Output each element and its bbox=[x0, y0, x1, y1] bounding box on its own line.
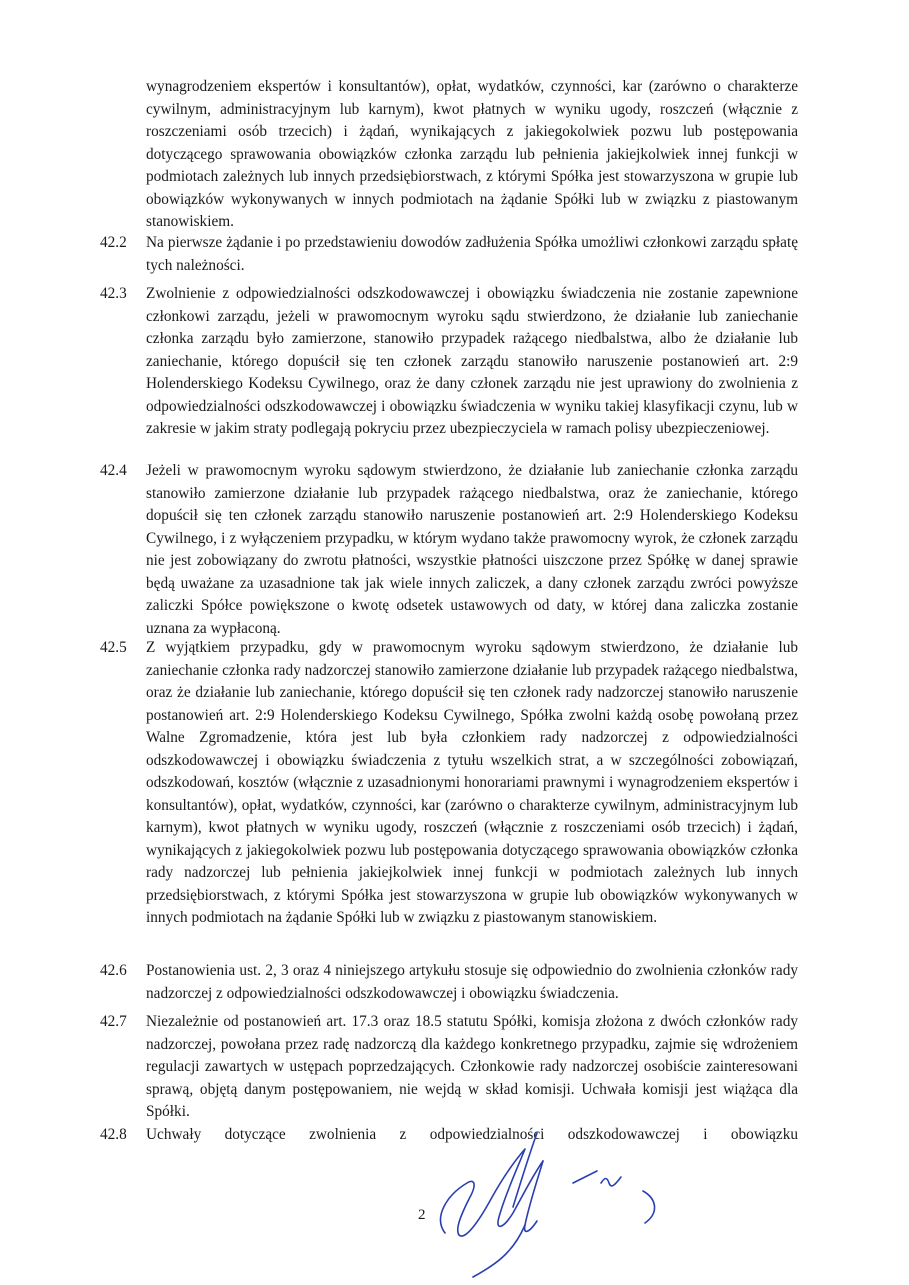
section-number: 42.7 bbox=[100, 1013, 127, 1030]
section-number: 42.5 bbox=[100, 639, 127, 656]
section-number: 42.3 bbox=[100, 285, 127, 302]
section-text: Niezależnie od postanowień art. 17.3 oraz 18.5 statutu Spółki, komisja złożona z dwóch członków rady nadzorczej, powołana przez radę nadzorczą dla każdego konkretnego przypadku, zajmie się wdrożeniem regulacji zawartych w ustępach poprzedzających. Członkowie rady nadzorczej osobiście zainteresowani sprawą, objętą danym postępowaniem, nie wejdą w skład komisji. Uchwała komisji jest wiążąca dla Spółki. bbox=[146, 1013, 798, 1120]
handwritten-signature bbox=[425, 1125, 675, 1280]
section-42-4 bbox=[100, 460, 798, 640]
page-number: 2 bbox=[418, 1207, 426, 1223]
section-text: Uchwały dotyczące zwolnienia z odpowiedzialności odszkodowawczej i obowiązku bbox=[146, 1126, 798, 1143]
section-42-7 bbox=[100, 1011, 798, 1124]
section-number: 42.8 bbox=[100, 1126, 127, 1143]
section-number: 42.4 bbox=[100, 462, 127, 479]
section-text: Jeżeli w prawomocnym wyroku sądowym stwierdzono, że działanie lub zaniechanie członka zarządu stanowiło zamierzone działanie lub przypadek rażącego niedbalstwa, oraz że zaniechanie, którego dopuścił się ten członek zarządu stanowiło naruszenie postanowień art. 2:9 Holenderskiego Kodeksu Cywilnego, i z wyłączeniem przypadku, w którym wydano także prawomocny wyrok, że członek zarządu nie jest zobowiązany do zwrotu płatności, wszystkie płatności uiszczone przez Spółkę w danej sprawie będą uważane za uzasadnione tak jak wiele innych zaliczek, a dany członek zarządu zwróci powyższe zaliczki Spółce powiększone o kwotę odsetek ustawowych od daty, w której dana zaliczka zostanie uznana za wypłaconą. bbox=[146, 462, 798, 637]
section-42-5 bbox=[100, 637, 798, 930]
section-42-2 bbox=[100, 232, 798, 277]
section-42-6 bbox=[100, 960, 798, 1005]
intro-text: wynagrodzeniem ekspertów i konsultantów), opłat, wydatków, czynności, kar (zarówno o charakterze cywilnym, administracyjnym lub karnym), kwot płatnych w wyniku ugody, roszczeń (włącznie z roszczeniami osób trzecich) i żądań, wynikających z jakiegokolwiek pozwu lub postępowania dotyczącego sprawowania obowiązków członka zarządu lub pełnienia jakiejkolwiek innej funkcji w podmiotach zależnych lub innych przedsiębiorstwach, z którymi Spółka jest stowarzyszona w grupie lub obowiązków wykonywanych w innych podmiotach na żądanie Spółki lub w związku z piastowanym stanowiskiem. bbox=[146, 78, 798, 230]
intro-paragraph bbox=[146, 76, 798, 234]
section-text: Postanowienia ust. 2, 3 oraz 4 niniejszego artykułu stosuje się odpowiednio do zwolnienia członków rady nadzorczej z odpowiedzialności odszkodowawczej i obowiązku świadczenia. bbox=[146, 962, 798, 1002]
section-number: 42.6 bbox=[100, 962, 127, 979]
section-text: Zwolnienie z odpowiedzialności odszkodowawczej i obowiązku świadczenia nie zostanie zapewnione członkowi zarządu, jeżeli w prawomocnym wyroku sądu stwierdzono, że działanie lub zaniechanie członka zarządu było zamierzone, stanowiło przypadek rażącego niedbalstwa, albo że działanie lub zaniechanie, którego dopuścił się ten członek zarządu stanowiło naruszenie postanowień art. 2:9 Holenderskiego Kodeksu Cywilnego, oraz że dany członek zarządu nie jest uprawiony do zwolnienia z odpowiedzialności odszkodowawczej i obowiązku świadczenia w wyniku takiej klasyfikacji czynu, lub w zakresie w jakim straty podlegają pokryciu przez ubezpieczyciela w ramach polisy ubezpieczeniowej. bbox=[146, 285, 798, 437]
section-42-3 bbox=[100, 283, 798, 441]
section-number: 42.2 bbox=[100, 234, 127, 251]
section-text: Z wyjątkiem przypadku, gdy w prawomocnym wyroku sądowym stwierdzono, że działanie lub zaniechanie członka rady nadzorczej stanowiło zamierzone działanie lub przypadek rażącego niedbalstwa, oraz że działanie lub zaniechanie, którego dopuścił się ten członek rady nadzorczej stanowiło naruszenie postanowień art. 2:9 Holenderskiego Kodeksu Cywilnego, Spółka zwolni każdą osobę powołaną przez Walne Zgromadzenie, która jest lub była członkiem rady nadzorczej z odpowiedzialności odszkodowawczej i obowiązku świadczenia z tytułu wszelkich strat, a w szczególności zobowiązań, odszkodowań, kosztów (włącznie z uzasadnionymi honorariami prawnymi i wynagrodzeniem ekspertów i konsultantów), opłat, wydatków, czynności, kar (zarówno o charakterze cywilnym, administracyjnym lub karnym), kwot płatnych w wyniku ugody, roszczeń (włącznie z roszczeniami osób trzecich) i żądań, wynikających z jakiegokolwiek pozwu lub postępowania dotyczącego sprawowania obowiązków członka rady nadzorczej lub pełnienia jakiejkolwiek innej funkcji w podmiotach zależnych lub innych przedsiębiorstwach, z którymi Spółka jest stowarzyszona w grupie lub obowiązków wykonywanych w innych podmiotach na żądanie Spółki lub w związku z piastowanym stanowiskiem. bbox=[146, 639, 798, 926]
section-text: Na pierwsze żądanie i po przedstawieniu dowodów zadłużenia Spółka umożliwi członkowi zarządu spłatę tych należności. bbox=[146, 234, 798, 274]
